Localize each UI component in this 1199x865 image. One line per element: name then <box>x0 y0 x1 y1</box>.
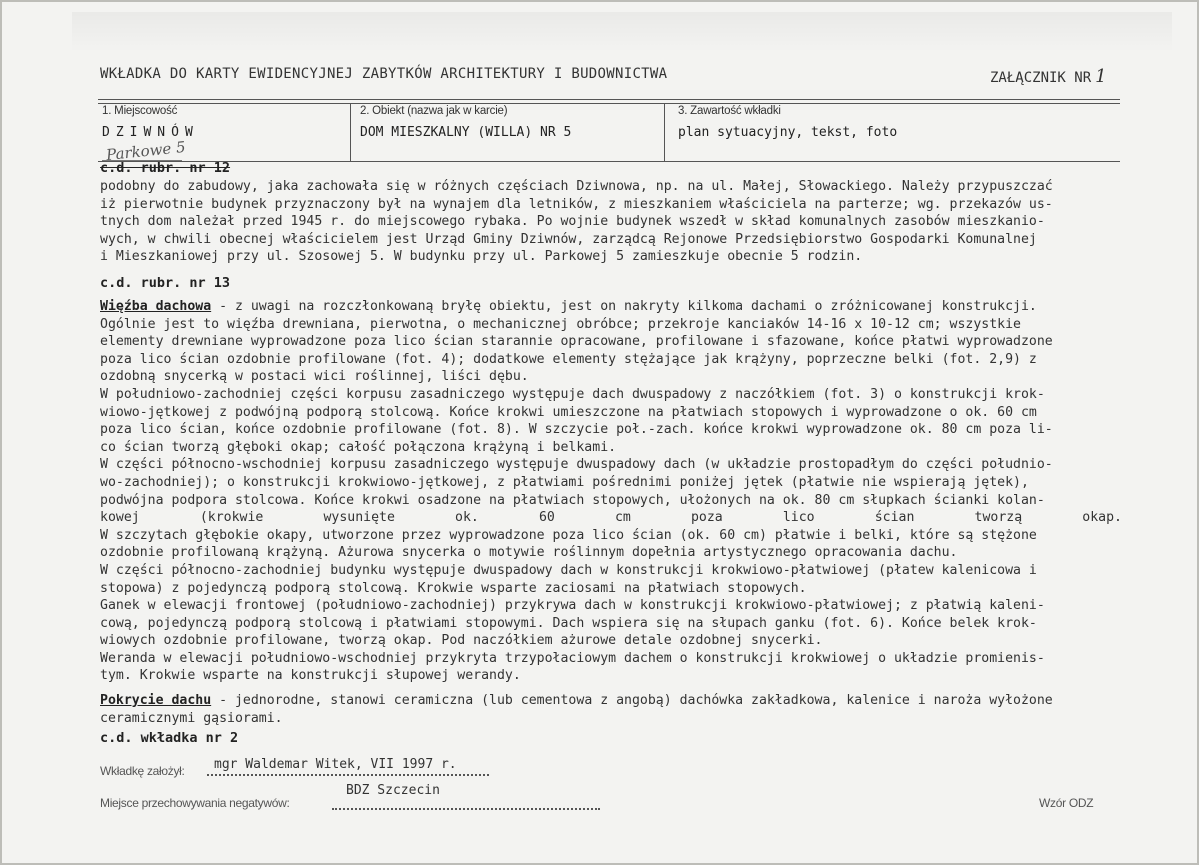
header-bottom-rule <box>98 161 1120 162</box>
annex-text: ZAŁĄCZNIK NR <box>990 70 1092 86</box>
text-line <box>100 298 1122 316</box>
text-line: cową, pojedynczą podporą stolcową i płatwiami stopowymi. Dach wspiera się na słupach ganku (fot. 6). Końce belek krok- <box>100 615 1037 631</box>
form-label: Wzór ODZ <box>1039 796 1094 810</box>
text-line: wiowo-jętkowej z podwójną podporą stolcową. Końce krokwi umieszczone na płatwiach stopowych i wyprowadzone o ok. 60 cm <box>100 404 1037 420</box>
text-line: tym. Krokwie wsparte na konstrukcji słupowej werandy. <box>100 668 521 684</box>
text-line: kowej (krokwie wysunięte ok. 60 cm poza lico ścian tworzą okap. <box>100 510 1122 526</box>
text-line: wo-zachodniej); o konstrukcji krokwiowo-jętkowej, z płatwiami pośrednimi poniżej jętek (płatwie nie wspierają jętek), <box>100 474 1029 490</box>
text-line: poza lico ścian, końce ozdobnie profilowane (fot. 8). W szczycie poł.-zach. końce krokwi wyprowadzone ok. 80 cm poza li- <box>100 422 1053 438</box>
text-line: W części północno-zachodniej budynku występuje dwuspadowy dach w konstrukcji krokwiowo-płatwiowej (płatew kalenicowa i <box>100 562 1037 578</box>
text-line: ceramicznymi gąsiorami. <box>100 710 283 726</box>
text-line: wych, w chwili obecnej właścicielem jest Urząd Gminy Dziwnów, zarządcą Rejonowe Przedsiębiorstwo Gospodarki Komunalnej <box>100 231 1037 247</box>
text-line: ozdobną snycerką w postaci wici roślinnej, liści dębu. <box>100 369 529 385</box>
text-line: W południowo-zachodniej części korpusu zasadniczego występuje dach dwuspadowy z naczółkiem (fot. 3) o konstrukcji krok- <box>100 386 1045 402</box>
storage-dotted-line <box>332 808 600 810</box>
text-line: wiowych ozdobnie profilowane, tworzą okap. Pod naczółkiem ażurowe detale ozdobnej snycerki. <box>100 633 823 649</box>
wiezba-label: Więźba dachowa <box>100 299 212 314</box>
object-value: DOM MIESZKALNY (WILLA) NR 5 <box>360 125 572 140</box>
header-divider-1 <box>350 103 351 161</box>
text-line: podobny do zabudowy, jaka zachowała się w różnych częściach Dziwnowa, np. na ul. Małej, Słowackiego. Należy przypuszczać <box>100 179 1053 194</box>
object-label: 2. Obiekt (nazwa jak w karcie) <box>360 105 508 117</box>
annex-number: 1 <box>1095 66 1107 87</box>
rubr13-text <box>100 298 1122 727</box>
text-line <box>100 692 1122 710</box>
header-divider-2 <box>664 103 665 161</box>
text-line: iż pierwotnie budynek przyznaczony był na wynajem dla letników, z mieszkaniem właściciela na parterze; wg. przekazów us- <box>100 196 1053 212</box>
contents-value: plan sytuacyjny, tekst, foto <box>678 125 898 140</box>
text-line: Weranda w elewacji południowo-wschodniej przykryta trzypołaciowym dachem o konstrukcji krokwiowej o układzie promienis- <box>100 650 1045 666</box>
rubr13-heading: c.d. rubr. nr 13 <box>100 275 231 291</box>
author-value: mgr Waldemar Witek, VII 1997 r. <box>214 757 457 772</box>
annex-label <box>990 66 1107 87</box>
rubr12-text <box>100 178 1122 266</box>
text-line: i Mieszkaniowej przy ul. Szosowej 5. W budynku przy ul. Parkowej 5 zamieszkuje obecnie 5 rodzin. <box>100 249 863 265</box>
pokrycie-label: Pokrycie dachu <box>100 693 212 709</box>
text-line: ozdobnie profilowaną krążyną. Ażurowa snycerka o motywie roślinnym dopełnia artystycznego opracowania dachu. <box>100 545 958 561</box>
text-line: podwójna podpora stolcowa. Końce krokwi osadzone na płatwiach stopowych, ułożonych na ok. 80 cm słupkach ścianki kolan- <box>100 492 1045 508</box>
text-span: - z uwagi na rozczłonkowaną bryłę obiektu, jest on nakryty kilkoma dachami o zróżnicowanej konstrukcji. <box>211 299 1037 314</box>
document-title: WKŁADKA DO KARTY EWIDENCYJNEJ ZABYTKÓW ARCHITEKTURY I BUDOWNICTWA <box>100 66 668 82</box>
header-top-rule-2 <box>98 103 1120 104</box>
handwritten-note: Parkowe 5 <box>105 137 187 165</box>
text-line: Ogólnie jest to więźba drewniana, pierwotna, o mechanicznej obróbce; przekroje kanciaków 14-16 x 10-12 cm; wszystkie <box>100 316 1021 332</box>
header-top-rule <box>98 99 1120 100</box>
text-line: tnych dom należał przed 1945 r. do miejscowego rybaka. Po wojnie budynek wszedł w skład komunalnych zasobów mieszkanio- <box>100 214 1045 230</box>
bleed-through-shadow <box>72 12 1172 52</box>
storage-label: Miejsce przechowywania negatywów: <box>100 796 290 810</box>
place-label: 1. Miejscowość <box>102 105 178 117</box>
text-line: W szczytach głębokie okapy, utworzone przez wyprowadzone poza lico ścian (ok. 60 cm) płatwie i belki, które są stężone <box>100 527 1037 543</box>
author-dotted-line <box>207 774 489 776</box>
text-line: elementy drewniane wyprowadzone poza lico ścian starannie opracowane, profilowane i sfazowane, końce płatwi wyprowadzone <box>100 334 1053 350</box>
wkladka-heading: c.d. wkładka nr 2 <box>100 730 239 746</box>
place-value: DZIWNÓW <box>102 125 199 140</box>
text-line: co ścian tworzą głęboki okap; całość połączona krążyną i belkami. <box>100 439 617 455</box>
text-line: W części północno-wschodniej korpusu zasadniczego występuje dwuspadowy dach (w układzie prostopadłym do części południo- <box>100 457 1053 473</box>
author-label: Wkładkę założył: <box>100 764 185 778</box>
text-line: poza lico ścian ozdobnie profilowane (fot. 4); dodatkowe elementy stężające jak krążyny, poprzeczne belki (fot. 2,9) z <box>100 351 1037 367</box>
storage-value: BDZ Szczecin <box>346 783 440 798</box>
text-line: stopowa) z pojedynczą podporą stolcową. Krokwie wsparte zaciosami na płatwiach stopowych. <box>100 580 807 596</box>
text-line: Ganek w elewacji frontowej (południowo-zachodniej) przykrywa dach w konstrukcji krokwiowo-płatwiowej; z płatwią kaleni- <box>100 598 1045 614</box>
text-span: - jednorodne, stanowi ceramiczna (lub cementowa z angobą) dachówka zakładkowa, kalenice i naroża wyłożone <box>211 693 1053 709</box>
contents-label: 3. Zawartość wkładki <box>678 105 781 117</box>
rubr12-heading: c.d. rubr. nr 12 <box>100 160 231 176</box>
